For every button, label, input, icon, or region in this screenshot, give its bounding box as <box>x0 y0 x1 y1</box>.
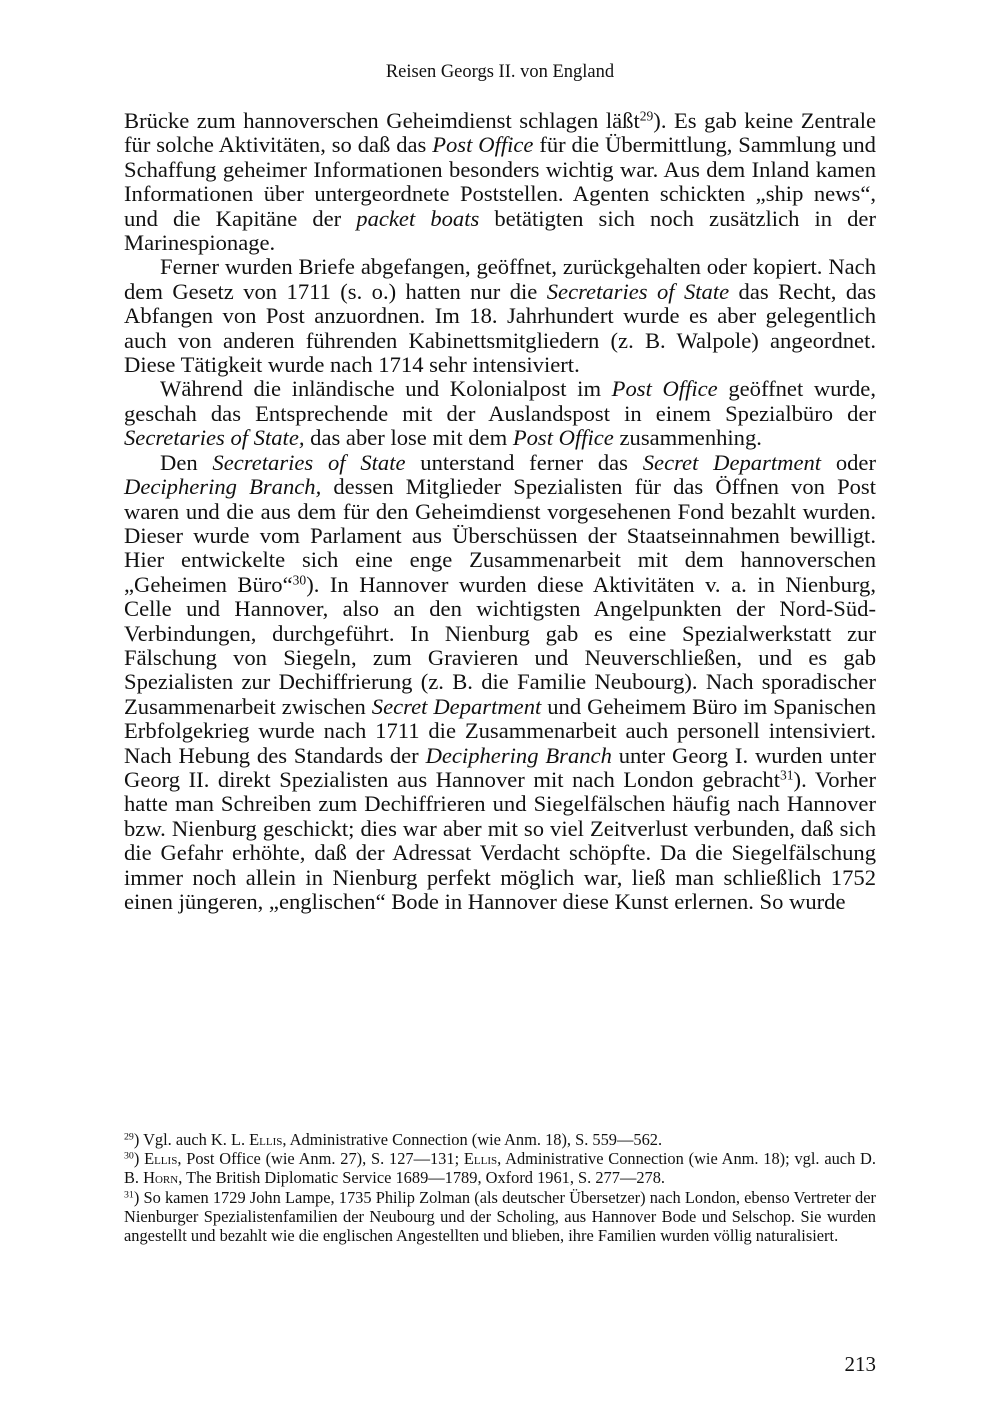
text-run: oder <box>821 449 876 475</box>
text-run: Den <box>160 449 213 475</box>
author-name: Ellis <box>144 1149 178 1169</box>
paragraph <box>124 451 876 915</box>
author-name: Ellis <box>463 1149 498 1169</box>
text-run: geöffnet wurde, geschah das Entsprechende mit der Auslandspost in einem Spezialbüro der <box>124 376 876 426</box>
italic-text: Secret Department <box>642 449 822 475</box>
paragraph <box>124 109 876 255</box>
text-run: das Recht, das Abfangen von Post anzuordnen. Im 18. Jahrhundert wurde es aber gelegentlich auch von anderen führenden Kabinettsmitgliedern (z. B. Walpole) angeordnet. Diese Tätigkeit wurde nach 1714 sehr intensiviert. <box>124 278 876 378</box>
text-run: das aber lose mit dem <box>304 425 513 451</box>
text-run: Brücke zum hannoverschen Geheimdienst schlagen läßt <box>124 108 640 133</box>
italic-text: Post Office <box>432 132 534 158</box>
footnote-marker: 29 <box>639 108 654 124</box>
footnote-marker: 30 <box>124 1150 134 1162</box>
text-run: ) So kamen 1729 John Lampe, 1735 Philip Zolman (als deutscher Übersetzer) nach London, ebenso Vertreter der Nienburger Spezialistenfamilien der Neubourg und der Scholing, aus Hannover Bode und Selschop. Sie wurden angestellt und bezahlt wie die englischen Angestellten und blieben, ihre Familien wurden völlig naturalisiert. <box>124 1187 876 1246</box>
italic-text: Deciphering Branch, <box>124 474 322 500</box>
text-run: betätigten sich noch zusätzlich in der Marinespionage. <box>124 205 876 256</box>
text-run: ) Vgl. auch K. L. <box>133 1130 250 1149</box>
author-name: Ellis <box>249 1130 283 1149</box>
paragraph <box>124 377 876 450</box>
text-run: , Administrative Connection (wie Anm. 18); vgl. auch D. B. <box>124 1149 876 1188</box>
footnote-marker: 30 <box>292 572 307 588</box>
text-run: und Geheimem Büro im Spanischen Erbfolgekrieg wurde nach 1711 die Zusammenarbeit auch personell intensiviert. Nach Hebung des Standards der <box>124 693 877 768</box>
text-run: zusammenhing. <box>613 425 762 451</box>
footnotes <box>124 1130 876 1245</box>
text-run: für die Übermittlung, Sammlung und Schaffung geheimer Informationen besonders wichtig war. Aus dem Inland kamen Informationen über untergeordnete Poststellen. Agenten schickten „ship news“, und die Kapitäne der <box>124 132 876 231</box>
footnote <box>124 1149 876 1187</box>
author-name: Horn <box>143 1168 179 1188</box>
text-run: Während die inländische und Kolonialpost im <box>160 376 612 402</box>
body-text <box>124 109 876 914</box>
italic-text: Post Office <box>512 425 614 451</box>
text-run: , Administrative Connection (wie Anm. 18), S. 559—562. <box>282 1130 663 1149</box>
text-run: dessen Mitglieder Spezialisten für das Öffnen von Post waren und die aus dem für den Geheimdienst vorgesehenen Fond bezahlt wurden. Dieser wurde vom Parlament aus Überschüssen der Staatseinnahmen bewilligt. Hier entwickelte sich eine enge Zusammenarbeit mit dem hannoverschen „Geheimen Büro“ <box>124 474 876 597</box>
text-run: ) <box>133 1149 145 1169</box>
text-run: ). Vorher hatte man Schreiben zum Dechiffrieren und Siegelfälschen häufig nach Hannover bzw. Nienburg geschickt; dies war aber mit so viel Zeitverlust verbunden, daß sich die Gefahr erhöhte, daß der Adressat Verdacht schöpfte. Da die Siegelfälschung immer noch allein in Nienburg perfekt möglich war, ließ man schließlich 1752 einen jüngeren, „englischen“ Bode in Hannover diese Kunst erlernen. So wurde <box>124 766 876 914</box>
italic-text: Deciphering Branch <box>425 742 612 768</box>
text-run: unterstand ferner das <box>405 449 643 475</box>
paragraph <box>124 255 876 377</box>
footnote-marker: 31 <box>124 1189 134 1201</box>
page-number: 213 <box>844 1352 876 1376</box>
italic-text: Secretaries of State, <box>124 425 305 451</box>
italic-text: Secret Department <box>371 693 542 719</box>
italic-text: Post Office <box>611 376 718 402</box>
italic-text: Secretaries of State <box>212 449 406 475</box>
italic-text: Secretaries of State <box>546 278 730 304</box>
running-head: Reisen Georgs II. von England <box>385 62 615 82</box>
text-run: ). Es gab keine Zentrale für solche Aktivitäten, so daß das <box>124 108 877 158</box>
footnote-marker: 31 <box>780 767 794 783</box>
text-run: , Post Office (wie Anm. 27), S. 127—131; <box>177 1149 464 1169</box>
text-run: Ferner wurden Briefe abgefangen, geöffnet, zurückgehalten oder kopiert. Nach dem Gesetz von 1711 (s. o.) hatten nur die <box>124 254 876 304</box>
italic-text: packet boats <box>356 205 480 231</box>
footnote <box>124 1188 876 1246</box>
text-run: , The British Diplomatic Service 1689—1789, Oxford 1961, S. 277—278. <box>178 1168 666 1188</box>
text-run: unter Georg I. wurden unter Georg II. direkt Spezialisten aus Hannover mit nach London gebracht <box>124 742 876 792</box>
text-run: ). In Hannover wurden diese Aktivitäten v. a. in Nienburg, Celle und Hannover, also an den wichtigsten Angelpunkten der Nord-Süd-Verbindungen, durchgeführt. In Nienburg gab es eine Spezialwerkstatt zur Fälschung von Siegeln, zum Gravieren und Neuverschließen, und es gab Spezialisten zur Dechiffrierung (z. B. die Familie Neubourg). Nach sporadischer Zusammenarbeit zwischen <box>124 571 876 719</box>
footnote-marker: 29 <box>124 1131 134 1143</box>
footnote <box>124 1130 876 1149</box>
